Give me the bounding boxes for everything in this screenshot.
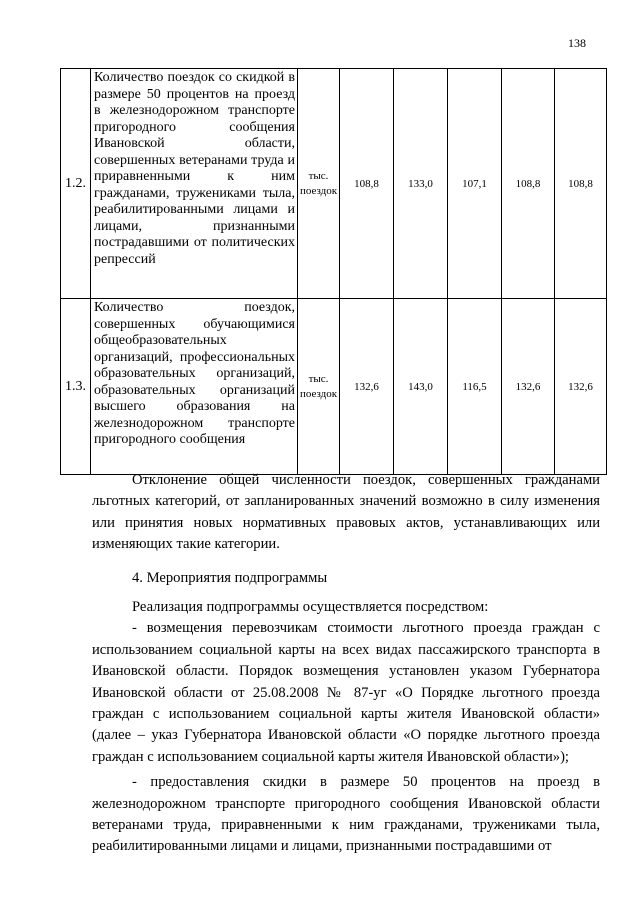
row-description: Количество поездок, совершенных обучающимися общеобразовательных организаций, профессиональных образовательных организаций, образовательных организаций высшего образования на железнодорожном транспорте пригородного сообщения [91, 299, 298, 475]
paragraph-text: Реализация подпрограммы осуществляется посредством: [132, 599, 489, 615]
table-row [61, 299, 607, 475]
body-paragraphs [92, 597, 600, 858]
row-value: 143,0 [394, 299, 448, 475]
row-number: 1.2. [61, 69, 91, 299]
row-unit: тыс. поездок [298, 69, 340, 299]
page-number: 138 [568, 36, 586, 50]
row-value: 116,5 [448, 299, 502, 475]
paragraph-text: - возмещения перевозчикам стоимости льготного проезда граждан с использованием социальной карты на всех видах пассажирского транспорта в Ивановской области. Порядок возмещения установлен указом Губернатора Ивановской области от 25.08.2008 № 87-уг «О Порядке льготного проезда граждан с использованием социальной карты жителя Ивановской области» (далее – указ Губернатора Ивановской области «О порядке льготного проезда граждан с использованием социальной карты жителя Ивановской области»); [92, 620, 600, 765]
row-value: 108,8 [340, 69, 394, 299]
row-value: 133,0 [394, 69, 448, 299]
row-value: 132,6 [340, 299, 394, 475]
row-value: 108,8 [555, 69, 607, 299]
row-value: 108,8 [502, 69, 555, 299]
section-heading: 4. Мероприятия подпрограммы [132, 570, 328, 586]
table-row [61, 69, 607, 299]
row-number: 1.3. [61, 299, 91, 475]
row-unit: тыс. поездок [298, 299, 340, 475]
indicators-table [60, 68, 607, 475]
paragraph-text: Отклонение общей численности поездок, совершенных гражданами льготных категорий, от запланированных значений возможно в силу изменения или принятия новых нормативных правовых актов, устанавливающих или изменяющих такие категории. [92, 472, 600, 553]
deviation-paragraph [92, 470, 600, 556]
row-value: 132,6 [502, 299, 555, 475]
row-value: 107,1 [448, 69, 502, 299]
row-value: 132,6 [555, 299, 607, 475]
row-description: Количество поездок со скидкой в размере 50 процентов на проезд в железнодорожном транспорте пригородного сообщения Ивановской области, совершенных ветеранами труда и приравненными к ним гражданами, тружениками тыла, реабилитированными лицами и лицами, признанными пострадавшими от политических репрессий [91, 69, 298, 299]
paragraph-text: - предоставления скидки в размере 50 процентов на проезд в железнодорожном транспорте пригородного сообщения Ивановской области ветеранами труда, приравненными к ним гражданами, тружениками тыла, реабилитированными лицами и лицами, признанными пострадавшими от [92, 774, 600, 855]
